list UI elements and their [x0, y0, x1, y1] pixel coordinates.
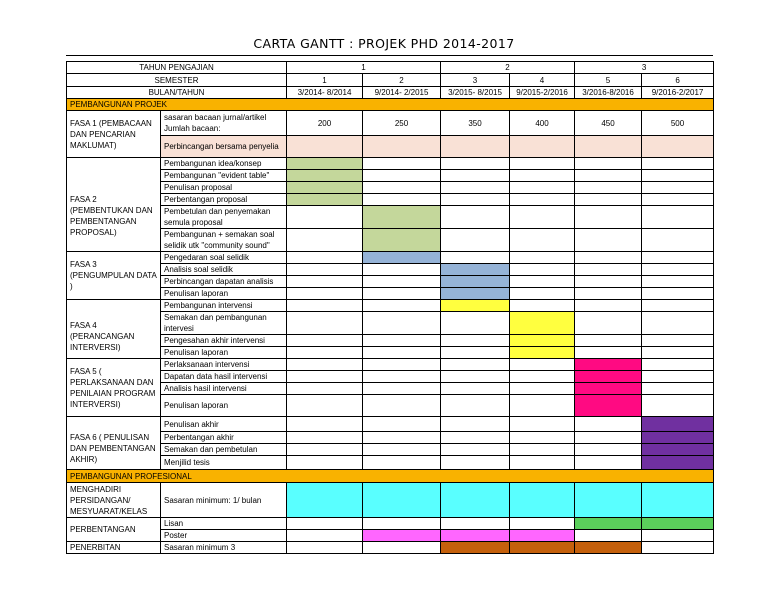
- bar-persidangan-s5: [575, 483, 642, 518]
- bar-fasa3-s3: [441, 288, 510, 300]
- bar-poster-s3: [441, 530, 510, 542]
- grid-cell: [575, 206, 642, 229]
- grid-cell: [575, 312, 642, 335]
- bar-penerbitan-s4: [510, 542, 575, 554]
- bar-fasa3-s2: [363, 252, 441, 264]
- grid-cell: [510, 371, 575, 383]
- fasa-4-activity-3: Pengesahan akhir intervensi: [161, 335, 287, 347]
- bar-fasa2-s2: [363, 206, 441, 229]
- grid-cell: [575, 229, 642, 252]
- bar-fasa2-s1: [287, 170, 363, 182]
- fasa-3-activity-4: Penulisan laporan: [161, 288, 287, 300]
- grid-cell: [510, 276, 575, 288]
- grid-cell: [510, 288, 575, 300]
- bar-penyelia-s3: [441, 136, 510, 158]
- bar-fasa3-s3: [441, 264, 510, 276]
- grid-cell: [363, 264, 441, 276]
- penerbitan-label: PENERBITAN: [67, 542, 161, 554]
- bar-fasa6-s6: [642, 432, 714, 444]
- semester-5: 5: [575, 74, 642, 87]
- bar-poster-s2: [363, 530, 441, 542]
- bulan-3: 3/2015- 8/2015: [441, 87, 510, 99]
- fasa-5-label: FASA 5 ( PERLAKSANAAN DAN PENILAIAN PROGRAM INTERVERSI): [67, 359, 161, 417]
- fasa-2-activity-4: Perbentangan proposal: [161, 194, 287, 206]
- bar-fasa4-s4: [510, 347, 575, 359]
- grid-cell: [363, 383, 441, 395]
- grid-cell: [575, 276, 642, 288]
- fasa-1-act-line1: sasaran bacaan jurnal/artikel: [164, 113, 267, 122]
- bar-fasa3-s3: [441, 276, 510, 288]
- grid-cell: [287, 206, 363, 229]
- fasa-2-activity-2: Pembangunan "evident table": [161, 170, 287, 182]
- fasa-5-activity-1: Perlaksanaan intervensi: [161, 359, 287, 371]
- bar-poster-s4: [510, 530, 575, 542]
- grid-cell: [642, 542, 714, 554]
- grid-cell: [287, 276, 363, 288]
- grid-cell: [575, 288, 642, 300]
- grid-cell: [510, 417, 575, 432]
- fasa-2-activity-1: Pembangunan idea/konsep: [161, 158, 287, 170]
- grid-cell: [363, 444, 441, 456]
- fasa-5-activity-3: Analisis hasil intervensi: [161, 383, 287, 395]
- grid-cell: [642, 288, 714, 300]
- tahun-2: 2: [441, 62, 575, 74]
- perbentangan-lisan: Lisan: [161, 518, 287, 530]
- fasa-5-activity-2: Dapatan data hasil intervensi: [161, 371, 287, 383]
- grid-cell: [441, 347, 510, 359]
- grid-cell: [575, 264, 642, 276]
- fasa-6-label: FASA 6 ( PENULISAN DAN PEMBENTANGAN AKHIR): [67, 417, 161, 470]
- bar-fasa6-s6: [642, 456, 714, 470]
- bar-fasa6-s6: [642, 417, 714, 432]
- grid-cell: [441, 194, 510, 206]
- bar-fasa2-s1: [287, 194, 363, 206]
- fasa-1-activity-bacaan: [161, 111, 287, 136]
- fasa-2-activity-3: Penulisan proposal: [161, 182, 287, 194]
- grid-cell: [510, 194, 575, 206]
- bar-fasa2-s1: [287, 182, 363, 194]
- perbentangan-poster: Poster: [161, 530, 287, 542]
- grid-cell: [363, 432, 441, 444]
- bulan-2: 9/2014- 2/2015: [363, 87, 441, 99]
- grid-cell: [441, 312, 510, 335]
- perbentangan-label: PERBENTANGAN: [67, 518, 161, 542]
- semester-label: SEMESTER: [67, 74, 287, 87]
- bulan-label: BULAN/TAHUN: [67, 87, 287, 99]
- grid-cell: [287, 359, 363, 371]
- bar-fasa4-s4: [510, 335, 575, 347]
- title-rule: [66, 55, 713, 56]
- grid-cell: [363, 335, 441, 347]
- grid-cell: [363, 300, 441, 312]
- grid-cell: [642, 182, 714, 194]
- bar-penyelia-s1: [287, 136, 363, 158]
- fasa-2-label: FASA 2 (PEMBENTUKAN DAN PEMBENTANGAN PROPOSAL): [67, 158, 161, 252]
- grid-cell: [363, 312, 441, 335]
- grid-cell: [287, 347, 363, 359]
- grid-cell: [287, 300, 363, 312]
- bar-penerbitan-s5: [575, 542, 642, 554]
- grid-cell: [363, 359, 441, 371]
- grid-cell: [287, 229, 363, 252]
- bar-fasa5-s5: [575, 395, 642, 417]
- grid-cell: [642, 229, 714, 252]
- bar-fasa5-s5: [575, 371, 642, 383]
- bacaan-count-1: 200: [287, 111, 363, 136]
- bar-fasa2-s1: [287, 158, 363, 170]
- grid-cell: [441, 158, 510, 170]
- grid-cell: [510, 359, 575, 371]
- grid-cell: [642, 170, 714, 182]
- grid-cell: [575, 417, 642, 432]
- grid-cell: [363, 276, 441, 288]
- fasa-1-activity-penyelia: Perbincangan bersama penyelia: [161, 136, 287, 158]
- bar-penyelia-s5: [575, 136, 642, 158]
- grid-cell: [510, 264, 575, 276]
- grid-cell: [441, 229, 510, 252]
- grid-cell: [363, 182, 441, 194]
- grid-cell: [510, 518, 575, 530]
- grid-cell: [363, 542, 441, 554]
- fasa-4-activity-4: Penulisan laporan: [161, 347, 287, 359]
- bacaan-count-3: 350: [441, 111, 510, 136]
- grid-cell: [441, 170, 510, 182]
- grid-cell: [287, 335, 363, 347]
- bulan-4: 9/2015-2/2016: [510, 87, 575, 99]
- fasa-1-label: FASA 1 (PEMBACAAN DAN PENCARIAN MAKLUMAT): [67, 111, 161, 158]
- grid-cell: [642, 335, 714, 347]
- fasa-2-activity-6: Pembangunan + semakan soal selidik utk "community sound": [161, 229, 287, 252]
- grid-cell: [287, 456, 363, 470]
- grid-cell: [642, 383, 714, 395]
- bar-persidangan-s2: [363, 483, 441, 518]
- bacaan-count-2: 250: [363, 111, 441, 136]
- grid-cell: [575, 335, 642, 347]
- fasa-3-label: FASA 3 (PENGUMPULAN DATA ): [67, 252, 161, 300]
- grid-cell: [363, 158, 441, 170]
- grid-cell: [575, 444, 642, 456]
- bar-persidangan-s6: [642, 483, 714, 518]
- grid-cell: [441, 359, 510, 371]
- grid-cell: [441, 444, 510, 456]
- grid-cell: [575, 170, 642, 182]
- grid-cell: [287, 530, 363, 542]
- bar-fasa6-s6: [642, 444, 714, 456]
- grid-cell: [287, 252, 363, 264]
- fasa-6-activity-2: Perbentangan akhir: [161, 432, 287, 444]
- grid-cell: [510, 170, 575, 182]
- grid-cell: [363, 170, 441, 182]
- grid-cell: [287, 288, 363, 300]
- grid-cell: [287, 371, 363, 383]
- grid-cell: [642, 300, 714, 312]
- grid-cell: [287, 417, 363, 432]
- grid-cell: [363, 456, 441, 470]
- bar-lisan-s6: [642, 518, 714, 530]
- grid-cell: [642, 252, 714, 264]
- grid-cell: [642, 530, 714, 542]
- grid-cell: [363, 194, 441, 206]
- grid-cell: [575, 300, 642, 312]
- grid-cell: [287, 395, 363, 417]
- bulan-6: 9/2016-2/2017: [642, 87, 714, 99]
- grid-cell: [510, 395, 575, 417]
- bar-fasa5-s5: [575, 383, 642, 395]
- bar-fasa4-s3: [441, 300, 510, 312]
- bar-fasa5-s5: [575, 359, 642, 371]
- grid-cell: [575, 456, 642, 470]
- bulan-1: 3/2014- 8/2014: [287, 87, 363, 99]
- grid-cell: [441, 518, 510, 530]
- semester-3: 3: [441, 74, 510, 87]
- bacaan-count-4: 400: [510, 111, 575, 136]
- bacaan-count-5: 450: [575, 111, 642, 136]
- tahun-3: 3: [575, 62, 714, 74]
- grid-cell: [510, 383, 575, 395]
- grid-cell: [441, 252, 510, 264]
- grid-cell: [642, 312, 714, 335]
- grid-cell: [575, 252, 642, 264]
- grid-cell: [642, 359, 714, 371]
- grid-cell: [363, 518, 441, 530]
- grid-cell: [575, 530, 642, 542]
- semester-1: 1: [287, 74, 363, 87]
- grid-cell: [441, 432, 510, 444]
- grid-cell: [363, 395, 441, 417]
- grid-cell: [575, 347, 642, 359]
- grid-cell: [363, 288, 441, 300]
- grid-cell: [363, 371, 441, 383]
- grid-cell: [642, 347, 714, 359]
- grid-cell: [287, 444, 363, 456]
- grid-cell: [510, 300, 575, 312]
- grid-cell: [287, 383, 363, 395]
- grid-cell: [441, 383, 510, 395]
- grid-cell: [510, 456, 575, 470]
- bar-persidangan-s1: [287, 483, 363, 518]
- grid-cell: [363, 347, 441, 359]
- grid-cell: [441, 335, 510, 347]
- grid-cell: [510, 432, 575, 444]
- bar-penerbitan-s3: [441, 542, 510, 554]
- grid-cell: [510, 158, 575, 170]
- bar-persidangan-s4: [510, 483, 575, 518]
- grid-cell: [510, 252, 575, 264]
- fasa-6-activity-3: Semakan dan pembetulan: [161, 444, 287, 456]
- fasa-4-activity-1: Pembangunan intervensi: [161, 300, 287, 312]
- persidangan-label: MENGHADIRI PERSIDANGAN/ MESYUARAT/KELAS: [67, 483, 161, 518]
- fasa-4-activity-2: Semakan dan pembangunan intervesi: [161, 312, 287, 335]
- grid-cell: [287, 518, 363, 530]
- fasa-3-activity-3: Perbincangan dapatan analisis: [161, 276, 287, 288]
- bar-lisan-s5: [575, 518, 642, 530]
- semester-6: 6: [642, 74, 714, 87]
- grid-cell: [287, 312, 363, 335]
- fasa-3-activity-1: Pengedaran soal selidik: [161, 252, 287, 264]
- bulan-5: 3/2016-8/2016: [575, 87, 642, 99]
- fasa-5-activity-4: Penulisan laporan: [161, 395, 287, 417]
- grid-cell: [287, 542, 363, 554]
- grid-cell: [575, 432, 642, 444]
- semester-2: 2: [363, 74, 441, 87]
- semester-4: 4: [510, 74, 575, 87]
- grid-cell: [575, 194, 642, 206]
- section-pembangunan-profesional: PEMBANGUNAN PROFESIONAL: [67, 470, 714, 483]
- grid-cell: [642, 264, 714, 276]
- fasa-4-label: FASA 4 (PERANCANGAN INTERVERSI): [67, 300, 161, 359]
- grid-cell: [287, 264, 363, 276]
- grid-cell: [642, 276, 714, 288]
- bar-penyelia-s6: [642, 136, 714, 158]
- section-pembangunan-projek: PEMBANGUNAN PROJEK: [67, 99, 714, 111]
- grid-cell: [510, 229, 575, 252]
- fasa-3-activity-2: Analisis soal selidik: [161, 264, 287, 276]
- grid-cell: [363, 417, 441, 432]
- grid-cell: [510, 444, 575, 456]
- grid-cell: [441, 182, 510, 194]
- grid-cell: [441, 371, 510, 383]
- fasa-1-act-line2: Jumlah bacaan:: [164, 124, 221, 133]
- grid-cell: [441, 395, 510, 417]
- grid-cell: [441, 417, 510, 432]
- grid-cell: [642, 158, 714, 170]
- bacaan-count-6: 500: [642, 111, 714, 136]
- tahun-1: 1: [287, 62, 441, 74]
- grid-cell: [510, 206, 575, 229]
- tahun-label: TAHUN PENGAJIAN: [67, 62, 287, 74]
- grid-cell: [642, 194, 714, 206]
- bar-penyelia-s2: [363, 136, 441, 158]
- grid-cell: [510, 182, 575, 194]
- grid-cell: [575, 158, 642, 170]
- bar-fasa2-s2: [363, 229, 441, 252]
- bar-persidangan-s3: [441, 483, 510, 518]
- fasa-6-activity-4: Menjilid tesis: [161, 456, 287, 470]
- bar-penyelia-s4: [510, 136, 575, 158]
- bar-fasa4-s4: [510, 312, 575, 335]
- penerbitan-activity: Sasaran minimum 3: [161, 542, 287, 554]
- grid-cell: [441, 456, 510, 470]
- fasa-6-activity-1: Penulisan akhir: [161, 417, 287, 432]
- grid-cell: [287, 432, 363, 444]
- page-title: CARTA GANTT : PROJEK PHD 2014-2017: [253, 36, 515, 51]
- grid-cell: [441, 206, 510, 229]
- fasa-2-activity-5: Pembetulan dan penyemakan semula proposal: [161, 206, 287, 229]
- grid-cell: [575, 182, 642, 194]
- grid-cell: [642, 395, 714, 417]
- grid-cell: [642, 206, 714, 229]
- persidangan-activity: Sasaran minimum: 1/ bulan: [161, 483, 287, 518]
- gantt-table: [66, 61, 714, 554]
- grid-cell: [642, 371, 714, 383]
